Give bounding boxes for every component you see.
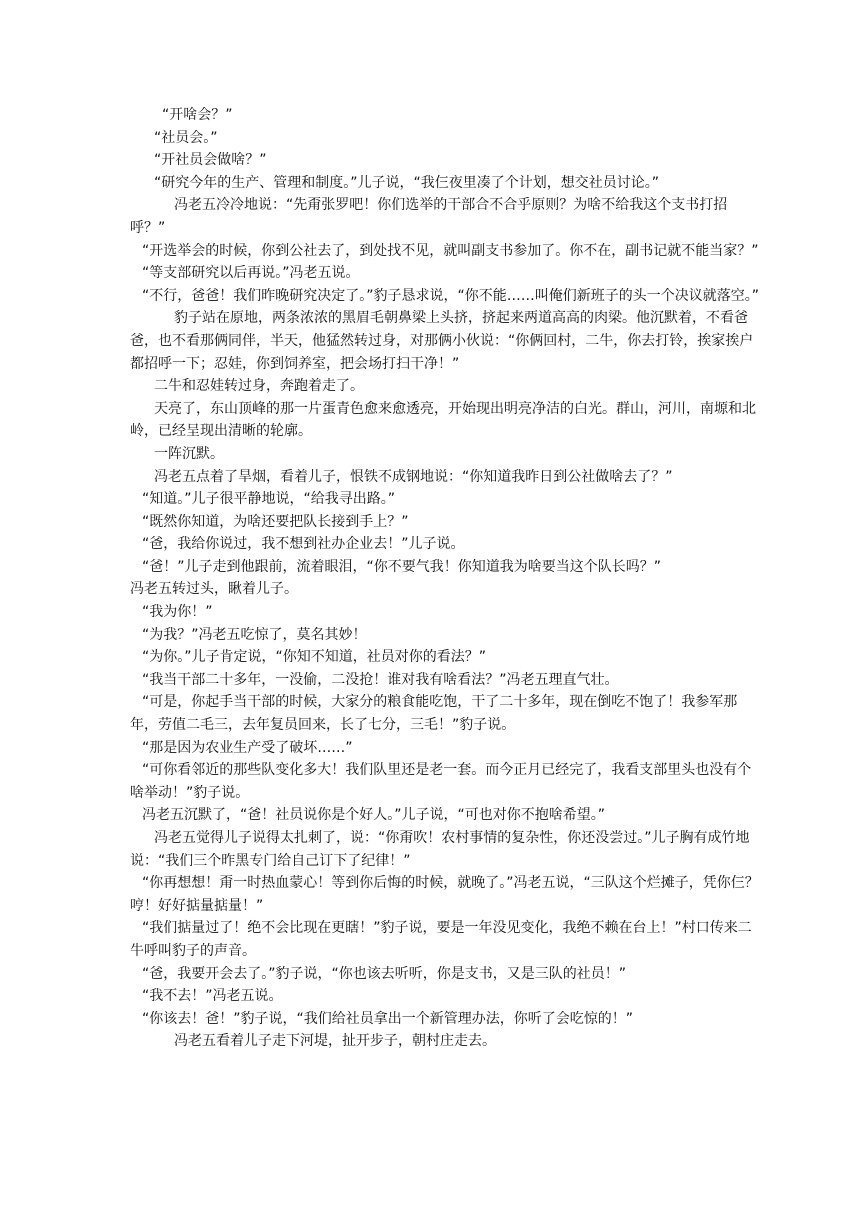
paragraph: “爸，我给你说过，我不想到社办企业去！”儿子说。 — [142, 536, 465, 553]
paragraph: “爸！”儿子走到他跟前，流着眼泪，“你不要气我！你知道我为啥要当这个队长吗？” — [142, 558, 662, 575]
paragraph: “研究今年的生产、管理和制度。”儿子说，“我仨夜里凑了个计划，想交社员讨论。” — [154, 174, 660, 191]
paragraph: “开选举会的时候，你到公社去了，到处找不见，就叫副支书参加了。你不在，副书记就不能当家？” — [142, 242, 759, 259]
paragraph: “开社员会做啥？” — [154, 152, 267, 169]
paragraph: “知道。”儿子很平静地说，“给我寻出路。” — [142, 491, 396, 508]
paragraph: “我当干部二十多年，一没偷，二没抢！谁对我有啥看法？”冯老五理直气壮。 — [142, 671, 619, 688]
paragraph: “我不去！”冯老五说。 — [142, 988, 283, 1005]
paragraph: “爸，我要开会去了。”豹子说，“你也该去听听，你是支书，又是三队的社员！” — [142, 965, 627, 982]
paragraph: “你再想想！甭一时热血蒙心！等到你后悔的时候，就晚了。”冯老五说，“三队这个烂摊子，凭你仨？哼！好好掂量掂量！” — [130, 875, 759, 914]
paragraph: 二牛和忍娃转过身，奔跑着走了。 — [154, 378, 364, 395]
paragraph: “等支部研究以后再说。”冯老五说。 — [142, 265, 360, 282]
paragraph: “那是因为农业生产受了破坏……” — [142, 739, 353, 756]
paragraph: 天亮了，东山顶峰的那一片蛋青色愈来愈透亮，开始现出明亮净洁的白光。群山，河川，南塬和北岭，已经呈现出清晰的轮廓。 — [130, 400, 756, 440]
paragraph: “为你。”儿子肯定说，“你知不知道，社员对你的看法？” — [142, 649, 487, 666]
document-body — [130, 104, 760, 1053]
paragraph: “我为你！” — [142, 604, 213, 621]
paragraph: 冯老五沉默了，“爸！社员说你是个好人。”儿子说，“可也对你不抱啥希望。” — [142, 807, 606, 824]
paragraph: 一阵沉默。 — [154, 445, 224, 462]
paragraph: “社员会。” — [154, 129, 218, 146]
paragraph: 冯老五点着了旱烟，看着儿子，恨铁不成钢地说：“你知道我昨日到公社做啥去了？” — [154, 468, 673, 485]
paragraph: 冯老五看着儿子走下河堤，扯开步子，朝村庄走去。 — [174, 1033, 496, 1050]
paragraph: 冯老五觉得儿子说得太扎刺了，说：“你甭吹！农村事情的复杂性，你还没尝过。”儿子胸有成竹地说：“我们三个昨黑专门给自己订下了纪律！” — [130, 830, 750, 869]
paragraph: “可是，你起手当干部的时候，大家分的粮食能吃饱，干了二十多年，现在倒吃不饱了！我参军那年，劳值二毛三，去年复员回来，长了七分，三毛！”豹子说。 — [130, 694, 738, 734]
paragraph: “我们掂量过了！绝不会比现在更瞎！”豹子说，要是一年没见变化，我绝不赖在台上！”村口传来二牛呼叫豹子的声音。 — [130, 920, 752, 959]
paragraph: “开啥会？” — [162, 107, 233, 123]
paragraph: “为我？”冯老五吃惊了，莫名其妙！ — [142, 626, 367, 643]
paragraph: 豹子站在原地，两条浓浓的黑眉毛朝鼻梁上头挤，挤起来两道高高的肉梁。他沉默着，不看爸爸，也不看那俩同伴，半天，他猛然转过身，对那俩小伙说：“你俩回村，二牛，你去打铃，挨家挨户都招呼一下；忍娃，你到饲养室，把会场打扫干净！” — [130, 310, 754, 372]
paragraph: “可你看邻近的那些队变化多大！我们队里还是老一套。而今正月已经完了，我看支部里头也没有个啥举动！”豹子说。 — [130, 762, 752, 801]
paragraph: “你该去！爸！”豹子说，“我们给社员拿出一个新管理办法，你听了会吃惊的！” — [142, 1010, 634, 1027]
paragraph: 冯老五转过头，瞅着儿子。 — [130, 581, 298, 598]
paragraph: 冯老五冷冷地说：“先甭张罗吧！你们选举的干部合不合乎原则？为啥不给我这个支书打招呼？” — [130, 197, 728, 236]
paragraph: “既然你知道，为啥还要把队长接到手上？” — [142, 513, 409, 530]
paragraph: “不行，爸爸！我们昨晚研究决定了。”豹子恳求说，“你不能……叫俺们新班子的头一个决议就落空。” — [142, 287, 760, 304]
